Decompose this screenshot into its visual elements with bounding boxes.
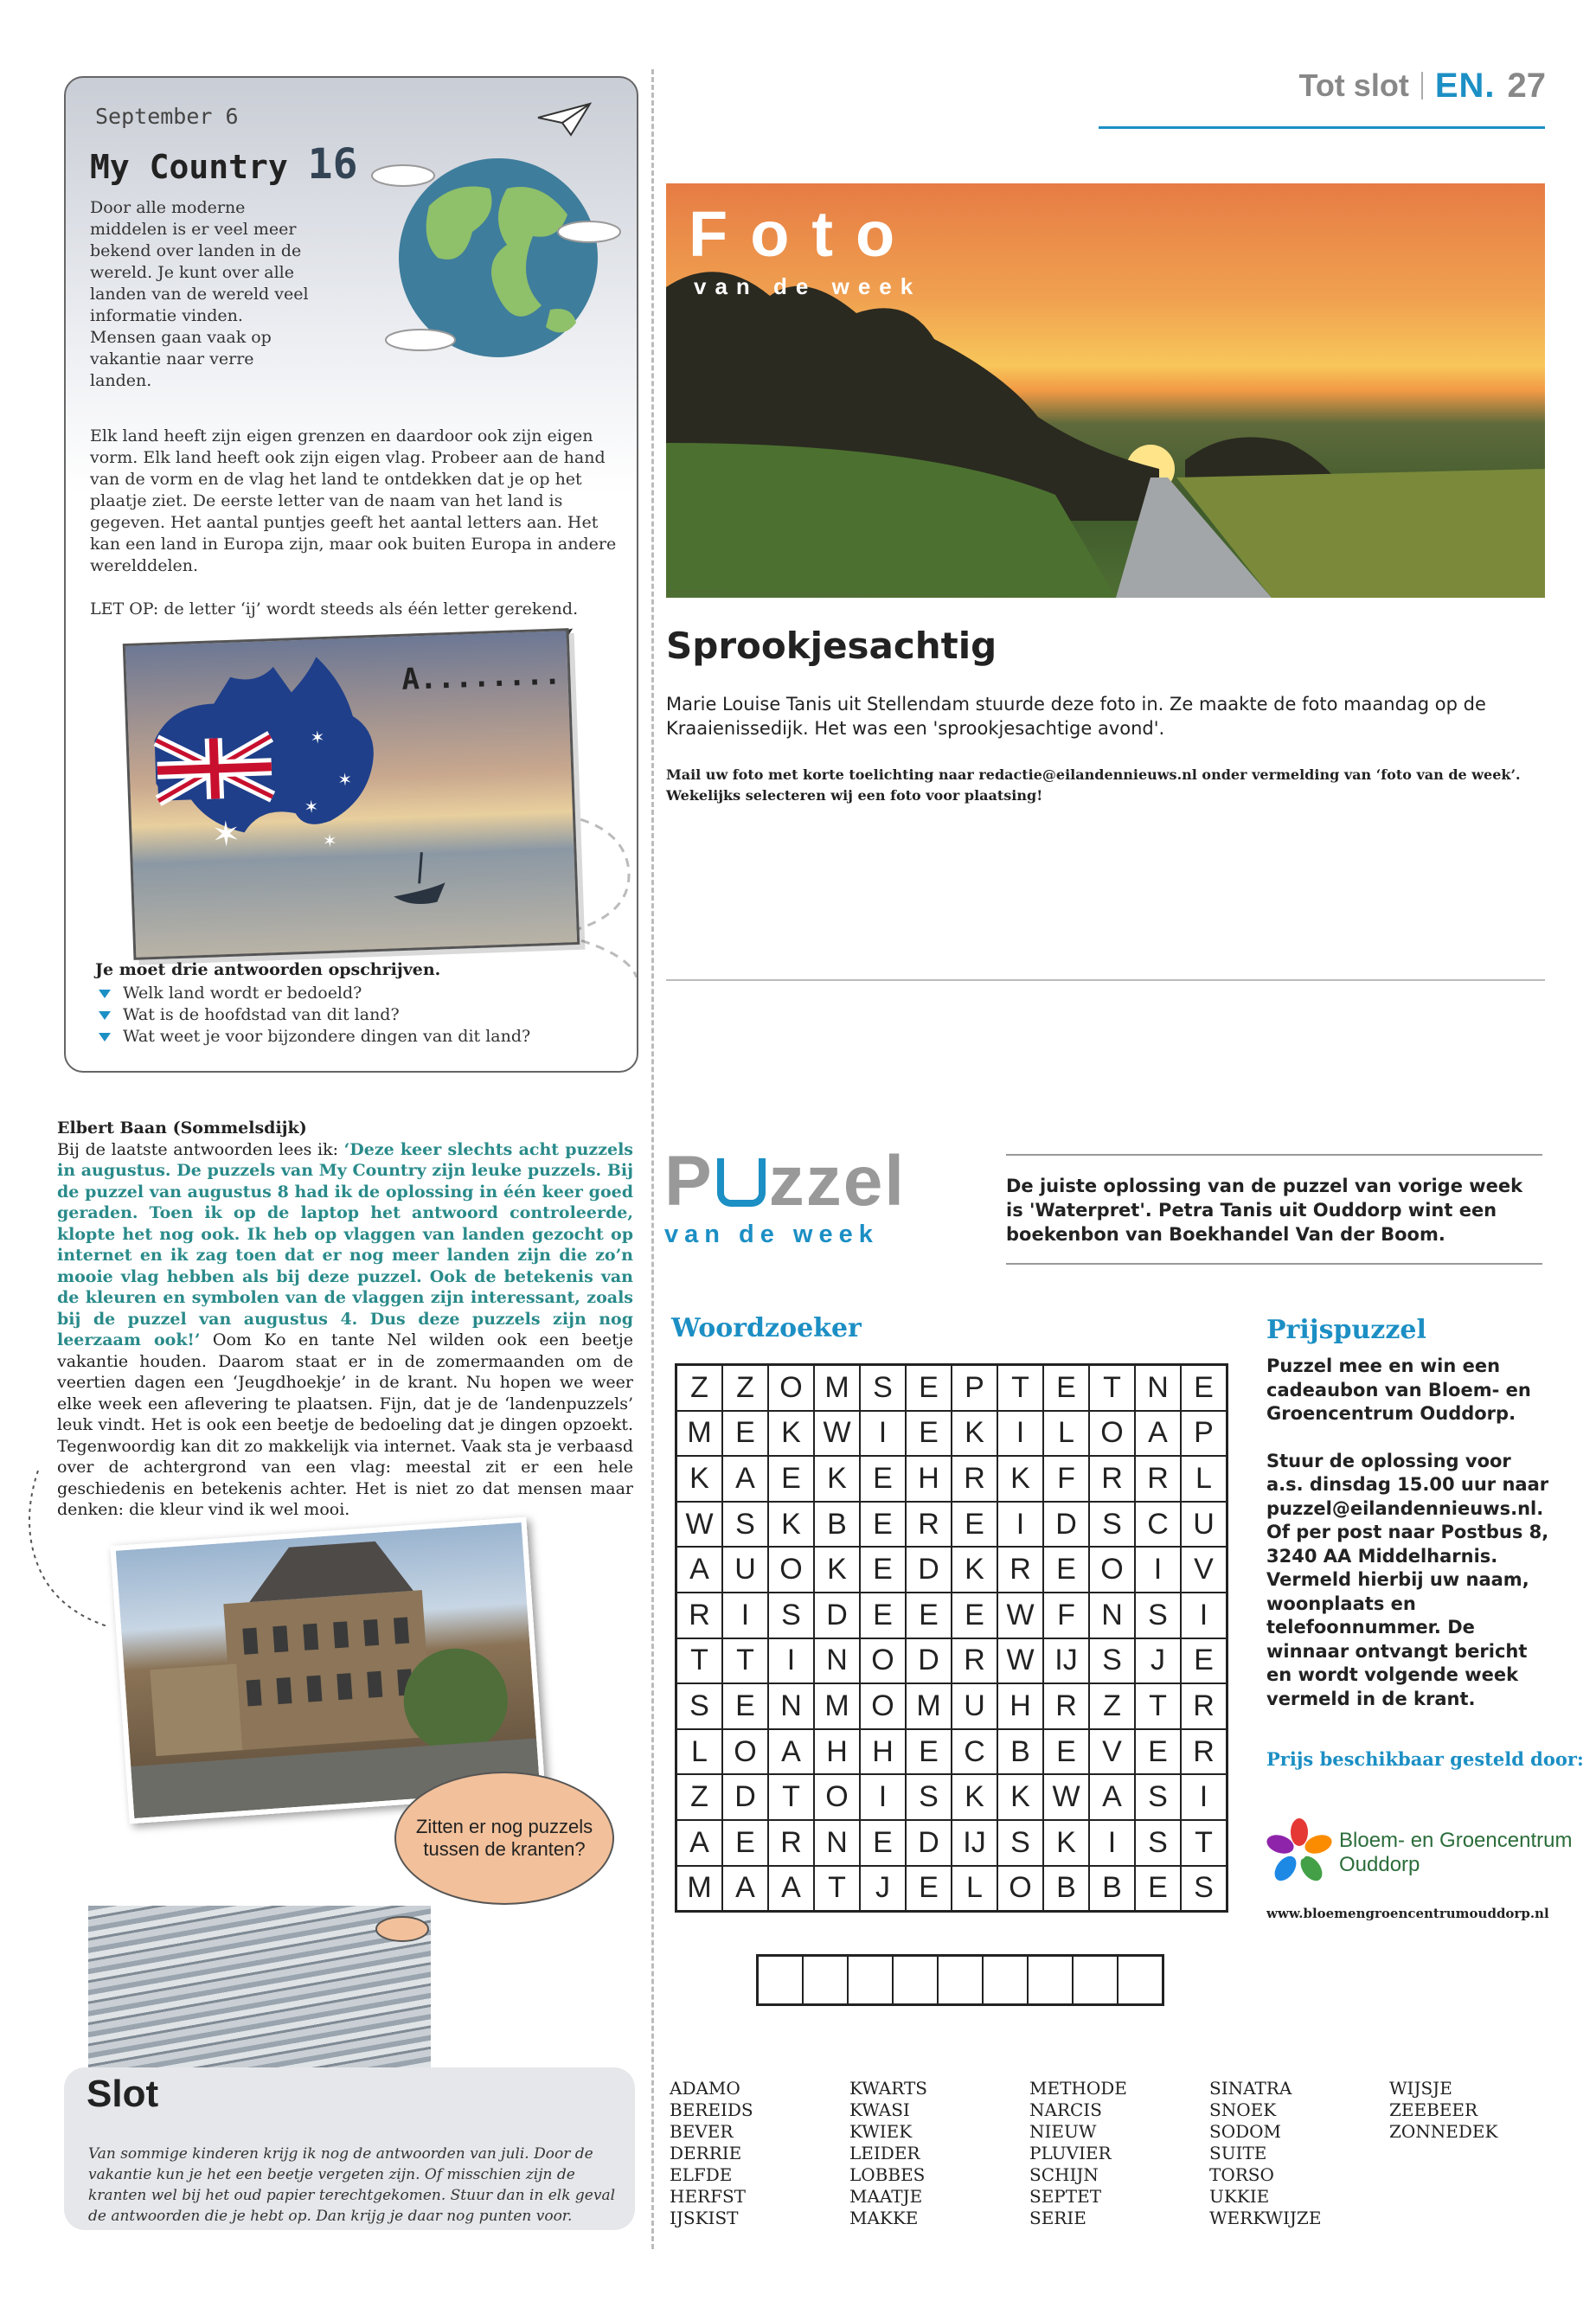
grid-cell: I xyxy=(1181,1593,1227,1638)
grid-cell: D xyxy=(906,1638,952,1684)
grid-cell: I xyxy=(722,1593,768,1638)
my-country-title-text: My Country xyxy=(90,148,288,186)
word-item: SEPTET xyxy=(1029,2186,1102,2207)
word-item: BEVER xyxy=(670,2121,734,2142)
grid-row xyxy=(676,1638,1227,1684)
grid-cell: B xyxy=(997,1729,1043,1775)
grid-cell: F xyxy=(1043,1593,1089,1638)
question-item: Welk land wordt er bedoeld? xyxy=(95,983,530,1004)
answer-box[interactable] xyxy=(983,1956,1028,2005)
slot-box xyxy=(64,2067,635,2230)
grid-cell: E xyxy=(906,1365,952,1411)
word-item: LOBBES xyxy=(849,2164,926,2185)
grid-cell: E xyxy=(860,1547,906,1593)
grid-cell: K xyxy=(814,1456,860,1502)
dashed-trail xyxy=(26,1471,112,1635)
grid-cell: B xyxy=(814,1502,860,1548)
grid-cell: R xyxy=(1135,1456,1181,1502)
grid-cell: R xyxy=(676,1593,723,1638)
grid-cell: E xyxy=(1043,1547,1089,1593)
grid-row xyxy=(676,1820,1227,1866)
grid-cell: R xyxy=(1089,1456,1135,1502)
grid-cell: O xyxy=(768,1547,814,1593)
grid-cell: A xyxy=(1089,1774,1135,1820)
grid-cell: E xyxy=(1043,1729,1089,1775)
grid-row xyxy=(676,1729,1227,1775)
grid-cell: W xyxy=(997,1593,1043,1638)
grid-cell: K xyxy=(952,1547,997,1593)
grid-cell: E xyxy=(860,1820,906,1866)
grid-cell: S xyxy=(1135,1820,1181,1866)
grid-cell: D xyxy=(814,1593,860,1638)
grid-cell: A xyxy=(1135,1411,1181,1457)
grid-cell: R xyxy=(1181,1683,1227,1729)
prijspuzzel-intro: Puzzel mee en win een cadeaubon van Bloem- en Groencentrum Ouddorp. xyxy=(1266,1356,1531,1424)
sponsor-name: Bloem- en Groencentrum xyxy=(1339,1829,1573,1852)
grid-cell: K xyxy=(1043,1820,1089,1866)
grid-cell: K xyxy=(952,1774,997,1820)
foto-title: Foto xyxy=(689,198,918,270)
grid-cell: U xyxy=(1181,1502,1227,1548)
grid-cell: K xyxy=(997,1774,1043,1820)
letter-quote: ‘Deze keer slechts acht puzzels in augustus. De puzzels van My Country zijn leuke puzzels. Bij de puzzel van augustus 8 had ik de oplossing in één keer goed geraden. Toen ik op de laptop het antwoord controleerde, klopte het nog ook. Ik heb op vlaggen van landen gezocht op internet en ik zag toen dat er nog meer landen zijn die zo’n mooie vlag hebben als bij deze puzzel. Ook de betekenis van de kleuren en symbolen van de vlaggen zijn interessant, zoals bij de puzzel van augustus 4. Dus deze puzzels zijn nog leerzaam ook!’ xyxy=(57,1139,633,1349)
grid-cell: H xyxy=(906,1456,952,1502)
my-country-instructions: Elk land heeft zijn eigen grenzen en daardoor ook zijn eigen vorm. Elk land heeft ook zijn eigen vlag. Probeer aan de hand van de vorm en de vlag het land te ontdekken dat je op het plaatje ziet. De eerste letter van de naam van het land is gegeven. Het aantal puntjes geeft het aantal letters aan. Het kan een land in Europa zijn, maar ook buiten Europa in andere werelddelen. xyxy=(90,426,617,575)
word-column xyxy=(1209,2078,1389,2229)
grid-cell: A xyxy=(676,1820,723,1866)
grid-row xyxy=(676,1866,1227,1912)
grid-cell: A xyxy=(722,1866,768,1912)
word-item: TORSO xyxy=(1209,2164,1274,2185)
grid-cell: L xyxy=(1181,1456,1227,1502)
globe-icon xyxy=(369,128,628,388)
grid-cell: Z xyxy=(1089,1683,1135,1729)
grid-cell: O xyxy=(860,1638,906,1684)
word-item: HERFST xyxy=(670,2186,747,2207)
grid-cell: K xyxy=(952,1411,997,1457)
logo-subtitle: van de week xyxy=(664,1221,879,1248)
answer-box[interactable] xyxy=(1028,1956,1073,2005)
grid-cell: N xyxy=(768,1683,814,1729)
grid-cell: E xyxy=(860,1456,906,1502)
slot-title: Slot xyxy=(87,2073,159,2115)
grid-cell: W xyxy=(676,1502,723,1548)
questions-heading: Je moet drie antwoorden opschrijven. xyxy=(95,960,441,979)
grid-cell: S xyxy=(1089,1502,1135,1548)
grid-cell: E xyxy=(1135,1729,1181,1775)
word-item: MAATJE xyxy=(849,2186,923,2207)
grid-cell: U xyxy=(722,1547,768,1593)
word-item: NIEUW xyxy=(1029,2121,1097,2142)
foto-heading: Sprookjesachtig xyxy=(666,625,997,667)
letter-author: Elbert Baan (Sommelsdijk) xyxy=(57,1118,307,1138)
foto-caption: Marie Louise Tanis uit Stellendam stuurde deze foto in. Ze maakte de foto maandag op de Kraaienissedijk. Het was een 'sprookjesachtige avond'. xyxy=(666,694,1486,739)
grid-row xyxy=(676,1365,1227,1411)
my-country-number: 16 xyxy=(307,140,358,189)
grid-cell: Z xyxy=(676,1774,723,1820)
grid-cell: M xyxy=(814,1683,860,1729)
grid-cell: I xyxy=(1181,1774,1227,1820)
question-item: Wat weet je voor bijzondere dingen van dit land? xyxy=(95,1026,530,1048)
grid-cell: S xyxy=(768,1593,814,1638)
grid-cell: J xyxy=(860,1866,906,1912)
logo-rest: zzel xyxy=(768,1142,907,1221)
foto-submission-info: Mail uw foto met korte toelichting naar redactie@eilandennieuws.nl onder vermelding van ‘foto van de week’. Wekelijks selecteren wij een foto voor plaatsing! xyxy=(666,766,1521,804)
word-item: DERRIE xyxy=(670,2143,742,2163)
letter-intro: Bij de laatste antwoorden lees ik: xyxy=(57,1139,344,1159)
thought-bubble-icon xyxy=(372,1912,433,1946)
word-item: SERIE xyxy=(1029,2208,1086,2228)
grid-cell: T xyxy=(814,1866,860,1912)
grid-cell: E xyxy=(1181,1365,1227,1411)
grid-cell: M xyxy=(906,1683,952,1729)
grid-cell: K xyxy=(676,1456,723,1502)
grid-cell: E xyxy=(722,1820,768,1866)
answer-box[interactable] xyxy=(803,1956,848,2005)
grid-cell: S xyxy=(860,1365,906,1411)
result-rule-top xyxy=(1006,1154,1542,1156)
grid-cell: O xyxy=(722,1729,768,1775)
grid-cell: O xyxy=(860,1683,906,1729)
grid-cell: R xyxy=(952,1638,997,1684)
grid-cell: N xyxy=(814,1820,860,1866)
grid-cell: D xyxy=(906,1820,952,1866)
grid-cell: K xyxy=(768,1502,814,1548)
word-list xyxy=(670,2078,1569,2229)
word-item: ELFDE xyxy=(670,2164,733,2185)
sponsor-place: Ouddorp xyxy=(1339,1853,1420,1876)
my-country-date: September 6 xyxy=(95,104,239,129)
grid-cell: B xyxy=(1089,1866,1135,1912)
grid-cell: U xyxy=(952,1683,997,1729)
word-item: ADAMO xyxy=(670,2078,740,2099)
grid-cell: E xyxy=(952,1593,997,1638)
grid-cell: F xyxy=(1043,1456,1089,1502)
grid-row xyxy=(676,1683,1227,1729)
grid-cell: C xyxy=(952,1729,997,1775)
puzzle-u-icon xyxy=(717,1158,766,1207)
word-item: WERKWIJZE xyxy=(1209,2208,1322,2228)
grid-cell: E xyxy=(906,1411,952,1457)
svg-text:✶: ✶ xyxy=(322,830,338,852)
word-item: ZONNEDEK xyxy=(1389,2121,1498,2142)
grid-cell: M xyxy=(814,1365,860,1411)
grid-cell: E xyxy=(1043,1365,1089,1411)
word-item: KWIEK xyxy=(849,2121,913,2142)
page-number: 27 xyxy=(1507,66,1546,105)
grid-cell: V xyxy=(1181,1547,1227,1593)
grid-cell: H xyxy=(997,1683,1043,1729)
grid-cell: E xyxy=(860,1502,906,1548)
grid-cell: K xyxy=(768,1411,814,1457)
word-column xyxy=(670,2078,849,2229)
previous-result: De juiste oplossing van de puzzel van vorige week is 'Waterpret'. Petra Tanis uit Ouddorp wint een boekenbon van Boekhandel Van der Boom. xyxy=(1006,1176,1523,1245)
grid-cell: R xyxy=(1043,1683,1089,1729)
grid-cell: R xyxy=(768,1820,814,1866)
grid-cell: S xyxy=(1181,1866,1227,1912)
prijspuzzel-title: Prijspuzzel xyxy=(1266,1315,1426,1345)
grid-cell: J xyxy=(1135,1638,1181,1684)
answer-box[interactable] xyxy=(848,1956,893,2005)
grid-cell: R xyxy=(952,1456,997,1502)
grid-cell: O xyxy=(997,1866,1043,1912)
grid-cell: S xyxy=(676,1683,723,1729)
grid-cell: IJ xyxy=(1043,1638,1089,1684)
grid-cell: E xyxy=(1181,1638,1227,1684)
grid-row xyxy=(676,1593,1227,1638)
grid-cell: D xyxy=(906,1547,952,1593)
result-rule-bottom xyxy=(1006,1263,1542,1265)
answer-box[interactable] xyxy=(1118,1956,1163,2005)
speech-bubble xyxy=(394,1772,614,1905)
paper-plane-icon xyxy=(536,102,592,137)
word-item: PLUVIER xyxy=(1029,2143,1112,2163)
word-item: NARCIS xyxy=(1029,2099,1102,2120)
grid-cell: N xyxy=(814,1638,860,1684)
grid-cell: T xyxy=(997,1365,1043,1411)
grid-cell: A xyxy=(768,1729,814,1775)
puzzel-logo xyxy=(664,1142,907,1249)
word-item: SNOEK xyxy=(1209,2099,1277,2120)
grid-cell: L xyxy=(1043,1411,1089,1457)
word-column xyxy=(1389,2078,1569,2229)
grid-row xyxy=(676,1411,1227,1457)
grid-cell: O xyxy=(1089,1547,1135,1593)
word-item: IJSKIST xyxy=(670,2208,739,2228)
grid-cell: T xyxy=(676,1638,723,1684)
word-item: SUITE xyxy=(1209,2143,1267,2163)
grid-cell: E xyxy=(906,1593,952,1638)
grid-cell: R xyxy=(1181,1729,1227,1775)
grid-cell: L xyxy=(676,1729,723,1775)
word-item: LEIDER xyxy=(849,2143,920,2163)
answer-box[interactable] xyxy=(758,1956,804,2005)
grid-cell: T xyxy=(768,1774,814,1820)
word-item: SINATRA xyxy=(1209,2078,1292,2099)
grid-cell: I xyxy=(997,1411,1043,1457)
grid-cell: M xyxy=(676,1411,723,1457)
grid-row xyxy=(676,1502,1227,1548)
foto-subtitle: van de week xyxy=(694,273,922,299)
letter-response: Oom Ko en tante Nel wilden ook een beetje vakantie houden. Daarom staat er in de zomermaanden om de veertien dagen een ‘Jeugdhoekje’ in de krant. Nu hopen we weer elke week een aflevering te plaatsen. Fijn, dat je de ‘landenpuzzels’ leuk vindt. Het is ook een beetje de bedoeling dat je dingen opzoekt. Tegenwoordig kan dit zo makkelijk via internet. Vaak sta je verbaasd over de achtergrond van een vlag: meestal zit er een hele geschiedenis en betekenis achter. Het is niet zo dat mensen maar denken: die kleur vind ik wel mooi. xyxy=(57,1330,633,1519)
grid-cell: V xyxy=(1089,1729,1135,1775)
woordzoeker-title: Woordzoeker xyxy=(671,1313,862,1343)
sponsor-logo xyxy=(1266,1818,1572,1888)
prijspuzzel-instructions: Stuur de oplossing voor a.s. dinsdag 15.00 uur naar puzzel@eilandennieuws.nl. Of per post naar Postbus 8, 3240 AA Middelharnis. Vermeld hierbij uw naam, woonplaats en telefoonnummer. De winnaar ontvangt bericht en wordt volgende week vermeld in de krant. xyxy=(1266,1450,1549,1709)
grid-cell: A xyxy=(676,1547,723,1593)
grid-cell: I xyxy=(997,1502,1043,1548)
grid-cell: N xyxy=(1135,1365,1181,1411)
grid-cell: O xyxy=(768,1365,814,1411)
grid-cell: I xyxy=(768,1638,814,1684)
svg-text:✶: ✶ xyxy=(310,727,325,748)
grid-cell: E xyxy=(906,1866,952,1912)
grid-cell: T xyxy=(722,1638,768,1684)
word-item: UKKIE xyxy=(1209,2186,1270,2207)
grid-cell: K xyxy=(997,1456,1043,1502)
grid-cell: R xyxy=(997,1547,1043,1593)
foto-van-de-week-photo xyxy=(666,183,1545,598)
page-header xyxy=(1096,64,1546,107)
answer-box[interactable] xyxy=(1073,1956,1118,2005)
grid-row xyxy=(676,1774,1227,1820)
word-item: MAKKE xyxy=(849,2208,919,2228)
grid-cell: O xyxy=(1089,1411,1135,1457)
grid-cell: S xyxy=(1089,1638,1135,1684)
grid-cell: K xyxy=(814,1547,860,1593)
grid-cell: T xyxy=(1181,1820,1227,1866)
questions-list xyxy=(95,983,530,1048)
my-country-note: LET OP: de letter ‘ij’ wordt steeds als één letter gerekend. xyxy=(90,599,579,619)
word-column xyxy=(849,2078,1029,2229)
grid-cell: I xyxy=(1089,1820,1135,1866)
grid-cell: E xyxy=(1135,1866,1181,1912)
logo-letter: P xyxy=(664,1142,714,1221)
grid-cell: E xyxy=(722,1683,768,1729)
grid-row xyxy=(676,1456,1227,1502)
grid-cell: E xyxy=(906,1729,952,1775)
question-item: Wat is de hoofdstad van dit land? xyxy=(95,1004,530,1026)
country-puzzle-card xyxy=(123,628,580,960)
grid-cell: E xyxy=(860,1593,906,1638)
grid-cell: L xyxy=(952,1866,997,1912)
section-rule xyxy=(666,979,1545,981)
grid-cell: W xyxy=(814,1411,860,1457)
grid-cell: A xyxy=(768,1866,814,1912)
grid-cell: D xyxy=(722,1774,768,1820)
grid-cell: P xyxy=(952,1365,997,1411)
answer-box[interactable] xyxy=(893,1956,938,2005)
my-country-intro: Door alle moderne middelen is er veel meer bekend over landen in de wereld. Je kunt over alle landen van de wereld veel informatie vinden. Mensen gaan vaak op vakantie naar verre landen. xyxy=(90,198,309,390)
grid-cell: S xyxy=(1135,1593,1181,1638)
flower-icon xyxy=(1266,1818,1332,1888)
grid-cell: T xyxy=(1089,1365,1135,1411)
column-divider xyxy=(651,69,654,2249)
grid-cell: IJ xyxy=(952,1820,997,1866)
grid-cell: I xyxy=(860,1774,906,1820)
my-country-body xyxy=(90,426,619,642)
word-item: SCHIJN xyxy=(1029,2164,1099,2185)
reader-letter xyxy=(57,1118,633,1521)
grid-cell: I xyxy=(1135,1547,1181,1593)
word-item: BEREIDS xyxy=(670,2099,753,2120)
grid-cell: S xyxy=(1135,1774,1181,1820)
section-title: Tot slot xyxy=(1298,67,1409,103)
grid-cell: A xyxy=(722,1456,768,1502)
answer-box[interactable] xyxy=(938,1956,983,2005)
grid-cell: Z xyxy=(676,1365,723,1411)
brand-logo: EN. xyxy=(1434,66,1496,105)
prize-sponsor-label: Prijs beschikbaar gesteld door: xyxy=(1266,1748,1584,1770)
grid-cell: O xyxy=(814,1774,860,1820)
word-search-grid xyxy=(675,1363,1228,1913)
svg-text:✶: ✶ xyxy=(337,768,353,791)
grid-cell: H xyxy=(814,1729,860,1775)
my-country-title xyxy=(90,140,357,189)
grid-cell: Z xyxy=(722,1365,768,1411)
grid-cell: N xyxy=(1089,1593,1135,1638)
grid-cell: W xyxy=(1043,1774,1089,1820)
slot-text: Van sommige kinderen krijg ik nog de antwoorden van juli. Door de vakantie kun je het een beetje vergeten zijn. Of misschien zijn de kranten wel bij het oud papier terechtgekomen. Stuur dan in elk geval de antwoorden die je hebt op. Dan krijg je daar nog punten voor. xyxy=(88,2145,616,2225)
header-separator xyxy=(1421,72,1423,99)
grid-cell: I xyxy=(860,1411,906,1457)
grid-cell: C xyxy=(1135,1502,1181,1548)
grid-cell: B xyxy=(1043,1866,1089,1912)
grid-cell: R xyxy=(906,1502,952,1548)
sponsor-url[interactable]: www.bloemengroencentrumouddorp.nl xyxy=(1266,1906,1549,1921)
svg-text:✶: ✶ xyxy=(210,814,241,856)
word-item: ZEEBEER xyxy=(1389,2099,1478,2120)
grid-cell: S xyxy=(722,1502,768,1548)
answer-boxes xyxy=(756,1954,1164,2006)
grid-cell: D xyxy=(1043,1502,1089,1548)
grid-cell: S xyxy=(997,1820,1043,1866)
country-hint: A........ xyxy=(401,657,562,697)
word-item: METHODE xyxy=(1029,2078,1127,2099)
header-rule xyxy=(1099,126,1545,129)
word-item: WIJSJE xyxy=(1389,2078,1452,2099)
grid-cell: E xyxy=(768,1456,814,1502)
svg-text:✶: ✶ xyxy=(304,796,319,817)
word-column xyxy=(1029,2078,1209,2229)
grid-row xyxy=(676,1547,1227,1593)
grid-cell: P xyxy=(1181,1411,1227,1457)
grid-cell: E xyxy=(952,1502,997,1548)
word-item: SODOM xyxy=(1209,2121,1282,2142)
grid-cell: E xyxy=(722,1411,768,1457)
word-item: KWASI xyxy=(849,2099,910,2120)
grid-cell: M xyxy=(676,1866,723,1912)
grid-cell: S xyxy=(906,1774,952,1820)
grid-cell: W xyxy=(997,1638,1043,1684)
bubble-text: Zitten er nog puzzels tussen de kranten? xyxy=(415,1816,593,1860)
grid-cell: H xyxy=(860,1729,906,1775)
grid-cell: T xyxy=(1135,1683,1181,1729)
prijspuzzel-text xyxy=(1266,1355,1552,1734)
word-item: KWARTS xyxy=(849,2078,927,2099)
